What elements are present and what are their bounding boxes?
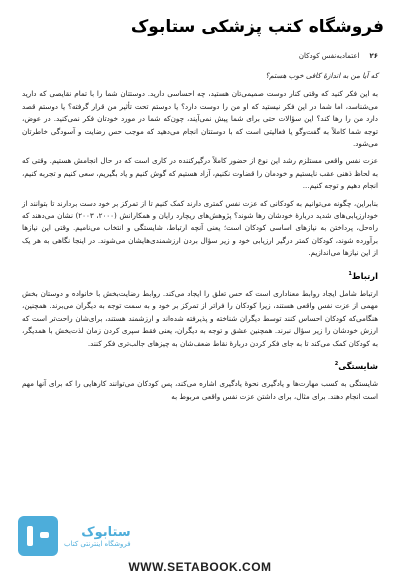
running-head [22,52,378,60]
heading-connection [22,268,378,282]
watermark-name: ستابوک [81,524,131,540]
footnote-marker-1: 1 [348,270,352,277]
paragraph-3: بنابراین، چگونه می‌توانیم به کودکانی که عزت نفس کمتری دارند کمک کنیم تا از تمرکز بر خود دست بردارند تا بتوانند از خودارزیابی‌های شدید دربارهٔ خودشان رها شوند؟ پژوهش‌های ریچارد رایان و همکارانش (۲۰۰۰، ۲۰۰۳) نشان می‌دهند که راه‌حل، پرداختن به نیازهای اساسی کودکان است؛ یعنی آنچه ارتباط، شایستگی و انتخاب می‌نامیم. وقتی این نیازها برآورده شوند، کودکان کمتر درگیر ارزیابی خود و زیر سؤال بردن ارزشمندی‌هایشان می‌شوند. در اینجا نگاهی به هر یک از این نیازها می‌اندازیم. [22,198,378,258]
paragraph-2: عزت نفس واقعی مستلزم رشد این نوع از حضور کاملاً درگیرکننده در کاری است که در حال انجامش هستیم. وقتی که به لحاظ ذهنی عقب نایستیم و خودمان را قضاوت نکنیم، آزاد هستیم که گوش کنیم و یاد بگیریم، سعی کنیم و تجربه کنیم، انجام دهیم و توجه کنیم... [22,156,378,191]
setabook-watermark [18,512,168,560]
running-head-title: اعتمادبه‌نفس کودکان [298,52,360,60]
store-banner [0,0,400,50]
watermark-tagline: فروشگاه اینترنتی کتاب [64,539,131,548]
watermark-texts [64,525,131,548]
footer-url[interactable]: WWW.SETABOOK.COM [128,560,272,574]
heading-connection-text: ارتباط [351,270,378,281]
setabook-logo-icon [18,516,58,556]
heading-competence [22,358,378,372]
page-number: ۲۶ [369,52,378,60]
footnote-marker-2: 2 [334,360,339,367]
lead-line: که آیا من به اندازهٔ کافی خوب هستم؟ [265,71,378,80]
paragraph-5: شایستگی به کسب مهارت‌ها و یادگیری نحوهٔ یادگیری اشاره می‌کند، پس کودکان می‌توانند کارهایی را که برای آنها مهم است انجام دهند. برای مثال، برای داشتن عزت نفس واقعی مربوط به [22,379,378,401]
paragraph-4: ارتباط شامل ایجاد روابط معناداری است که حس تعلق را ایجاد می‌کند. روابط رضایت‌بخش با خانواده و دوستان بخش مهمی از عزت نفس واقعی هستند، زیرا کودکان را فراتر از تمرکز بر خود و به سمت توجه به دیگران می‌برند. همچنین، هنگامی‌که کودکان احساس کنند توسط دیگران شناخته و پذیرفته شده‌اند و ارزشمند هستند، برای‌شان راحت‌تر است که ارزش خودشان را زیر سؤال نبرند. همچنین عشق و توجه به دیگران، یعنی فقط سپری کردن زمان لذت‌بخش با همدیگر، به کودکان کمک می‌کند تا به جای فکر کردن دربارهٔ نقاط ضعف‌شان به چیزهای جالب‌تری فکر کنند. [22,288,378,348]
page-body [22,70,378,408]
heading-competence-text: شایستگی [338,360,378,371]
paragraph-1: به این فکر کنید که وقتی کنار دوست صمیمی‌تان هستید، چه احساسی دارید. دوستتان شما را با تمام نقایصی که دارید می‌شناسد، اما شما در این فکر نیستید که او من را دوست دارد؟ یا دوستم تحت تأثیر من قرار گرفته؟ یا دوستم قصد دارد من را رها کند؟ این سؤالات حتی برای شما پیش نمی‌آیند، چون‌که شما در مورد خودتان فکر نمی‌کنید. در عوض، توجه شما کاملاً به گفت‌وگو یا فعالیتی است که با دوستتان انجام می‌دهید که موجب حس رضایت و آسودگی خاطرتان می‌شود. [22,89,378,149]
store-title: فروشگاه کتب پزشکی ستابوک [130,17,384,37]
